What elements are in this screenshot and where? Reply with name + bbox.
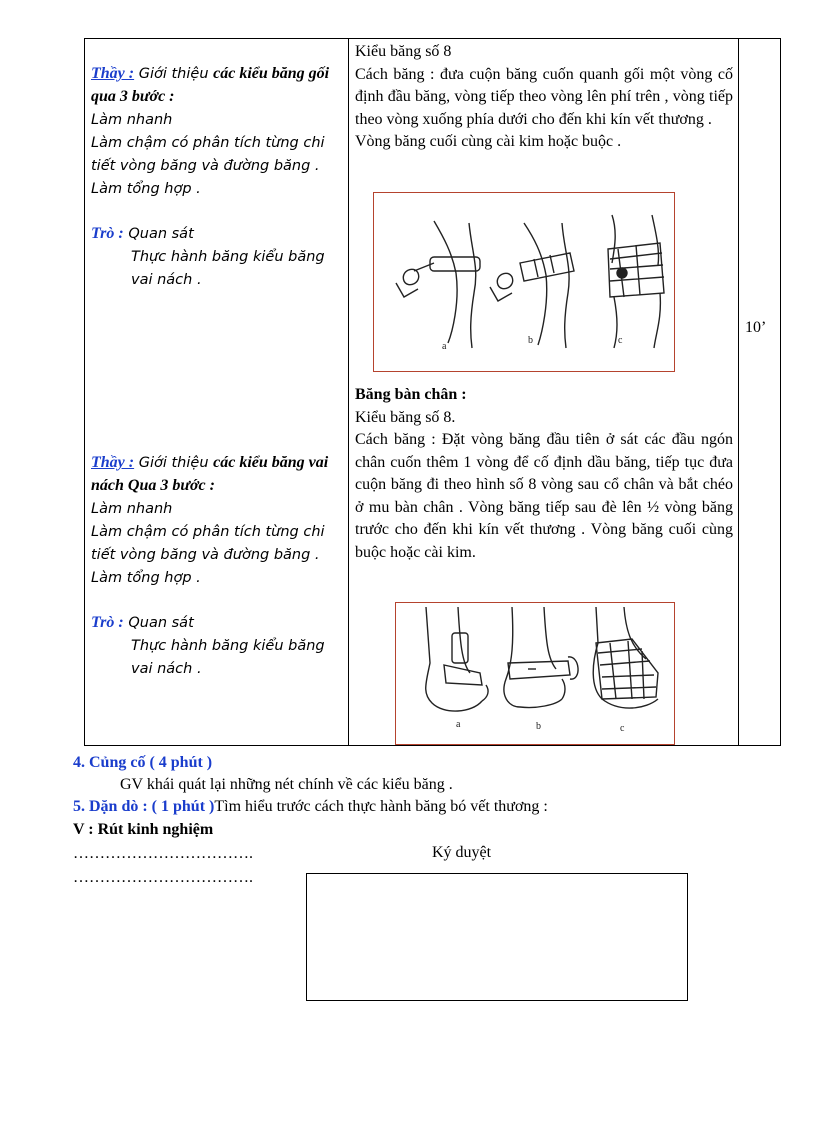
student-practice: Thực hành băng kiểu băng vai nách .: [131, 637, 325, 677]
student-practice: Thực hành băng kiểu băng vai nách .: [131, 248, 325, 288]
knee-figure-label-c: c: [618, 335, 623, 346]
teacher-intro: Giới thiệu: [134, 66, 214, 82]
knee-bandage-figure: [373, 192, 675, 372]
knee-bandage-text: [355, 41, 733, 154]
knee-figure-label-b: b: [528, 335, 533, 346]
step-slow: Làm chậm có phân tích từng chi tiết vòng băng và đường băng .: [91, 134, 325, 174]
lesson-table: [84, 38, 781, 746]
knee-finish: Vòng băng cuối cùng cài kim hoặc buộc .: [355, 133, 622, 150]
student-label: Trò :: [91, 224, 124, 242]
experience-heading: V : Rút kinh nghiệm: [73, 821, 214, 838]
teacher-line: [91, 452, 343, 498]
step-combined: Làm tổng hợp .: [91, 180, 201, 197]
knee-bandage-illustration: [374, 193, 673, 370]
foot-type: Kiểu băng số 8.: [355, 408, 456, 426]
teacher-label: Thầy :: [91, 65, 135, 82]
consolidation-heading: 4. Củng cố ( 4 phút ): [73, 754, 213, 771]
signature-box: [306, 873, 688, 1001]
shoulder-activity-block: [91, 452, 343, 681]
student-observe: Quan sát: [123, 225, 194, 242]
knee-type: Kiểu băng số 8: [355, 43, 452, 60]
foot-bandage-illustration: [396, 603, 673, 743]
consolidation-text: GV khái quát lại những nét chính về các kiểu băng .: [120, 776, 453, 793]
step-combined: Làm tổng hợp .: [91, 569, 201, 586]
student-label: Trò :: [91, 613, 124, 631]
step-fast: Làm nhanh: [91, 500, 173, 517]
time-column: [738, 39, 780, 745]
foot-heading: Băng bàn chân :: [355, 386, 467, 403]
step-fast: Làm nhanh: [91, 111, 173, 128]
foot-figure-label-a: a: [456, 719, 461, 730]
teacher-intro: Giới thiệu: [134, 455, 214, 471]
knee-method: Cách băng : đưa cuộn băng cuốn quanh gối một vòng cố định đầu băng, vòng tiếp theo vòng lên phí trên , vòng tiếp theo vòng xuống phía dưới cho đến khi kín vết thương .: [355, 65, 733, 128]
teacher-student-activities-column: [85, 39, 349, 745]
foot-method: Cách băng : Đặt vòng băng đầu tiên ở sát các đầu ngón chân cuốn thêm 1 vòng để cố định dầu băng, tiếp tục đưa cuộn băng đi theo hình số 8 vòng sau cổ chân và bắt chéo ở mu bàn chân . Vòng băng tiếp sau đè lên ½ vòng băng trước cho đến khi kín vết thương . Vòng băng cuối cùng buộc hoặc cài kim.: [355, 431, 733, 561]
time-value: 10’: [745, 319, 767, 336]
knee-activity-block: [91, 63, 343, 292]
dotted-line-2: …………………………….: [73, 869, 253, 886]
teacher-label: Thầy :: [91, 454, 135, 471]
student-line: [91, 223, 343, 246]
student-observe: Quan sát: [123, 614, 194, 631]
step-slow: Làm chậm có phân tích từng chi tiết vòng băng và đường băng .: [91, 523, 325, 563]
dotted-line-1: …………………………….: [73, 845, 253, 862]
foot-figure-label-c: c: [620, 723, 625, 734]
homework-text: Tìm hiểu trước cách thực hành băng bó vết thương :: [214, 798, 548, 815]
teacher-topic: các kiểu băng gối qua 3 bước :: [91, 65, 330, 105]
teacher-line: [91, 63, 343, 109]
student-line: [91, 612, 343, 635]
foot-bandage-text: [355, 384, 733, 564]
knee-figure-label-a: a: [442, 341, 447, 352]
homework-line: [73, 796, 548, 818]
approval-label: Ký duyệt: [432, 844, 492, 861]
teacher-topic: các kiểu băng vai nách Qua 3 bước :: [91, 454, 329, 494]
homework-heading: 5. Dặn dò : ( 1 phút ): [73, 798, 215, 815]
foot-bandage-figure: [395, 602, 675, 745]
foot-figure-label-b: b: [536, 721, 541, 732]
